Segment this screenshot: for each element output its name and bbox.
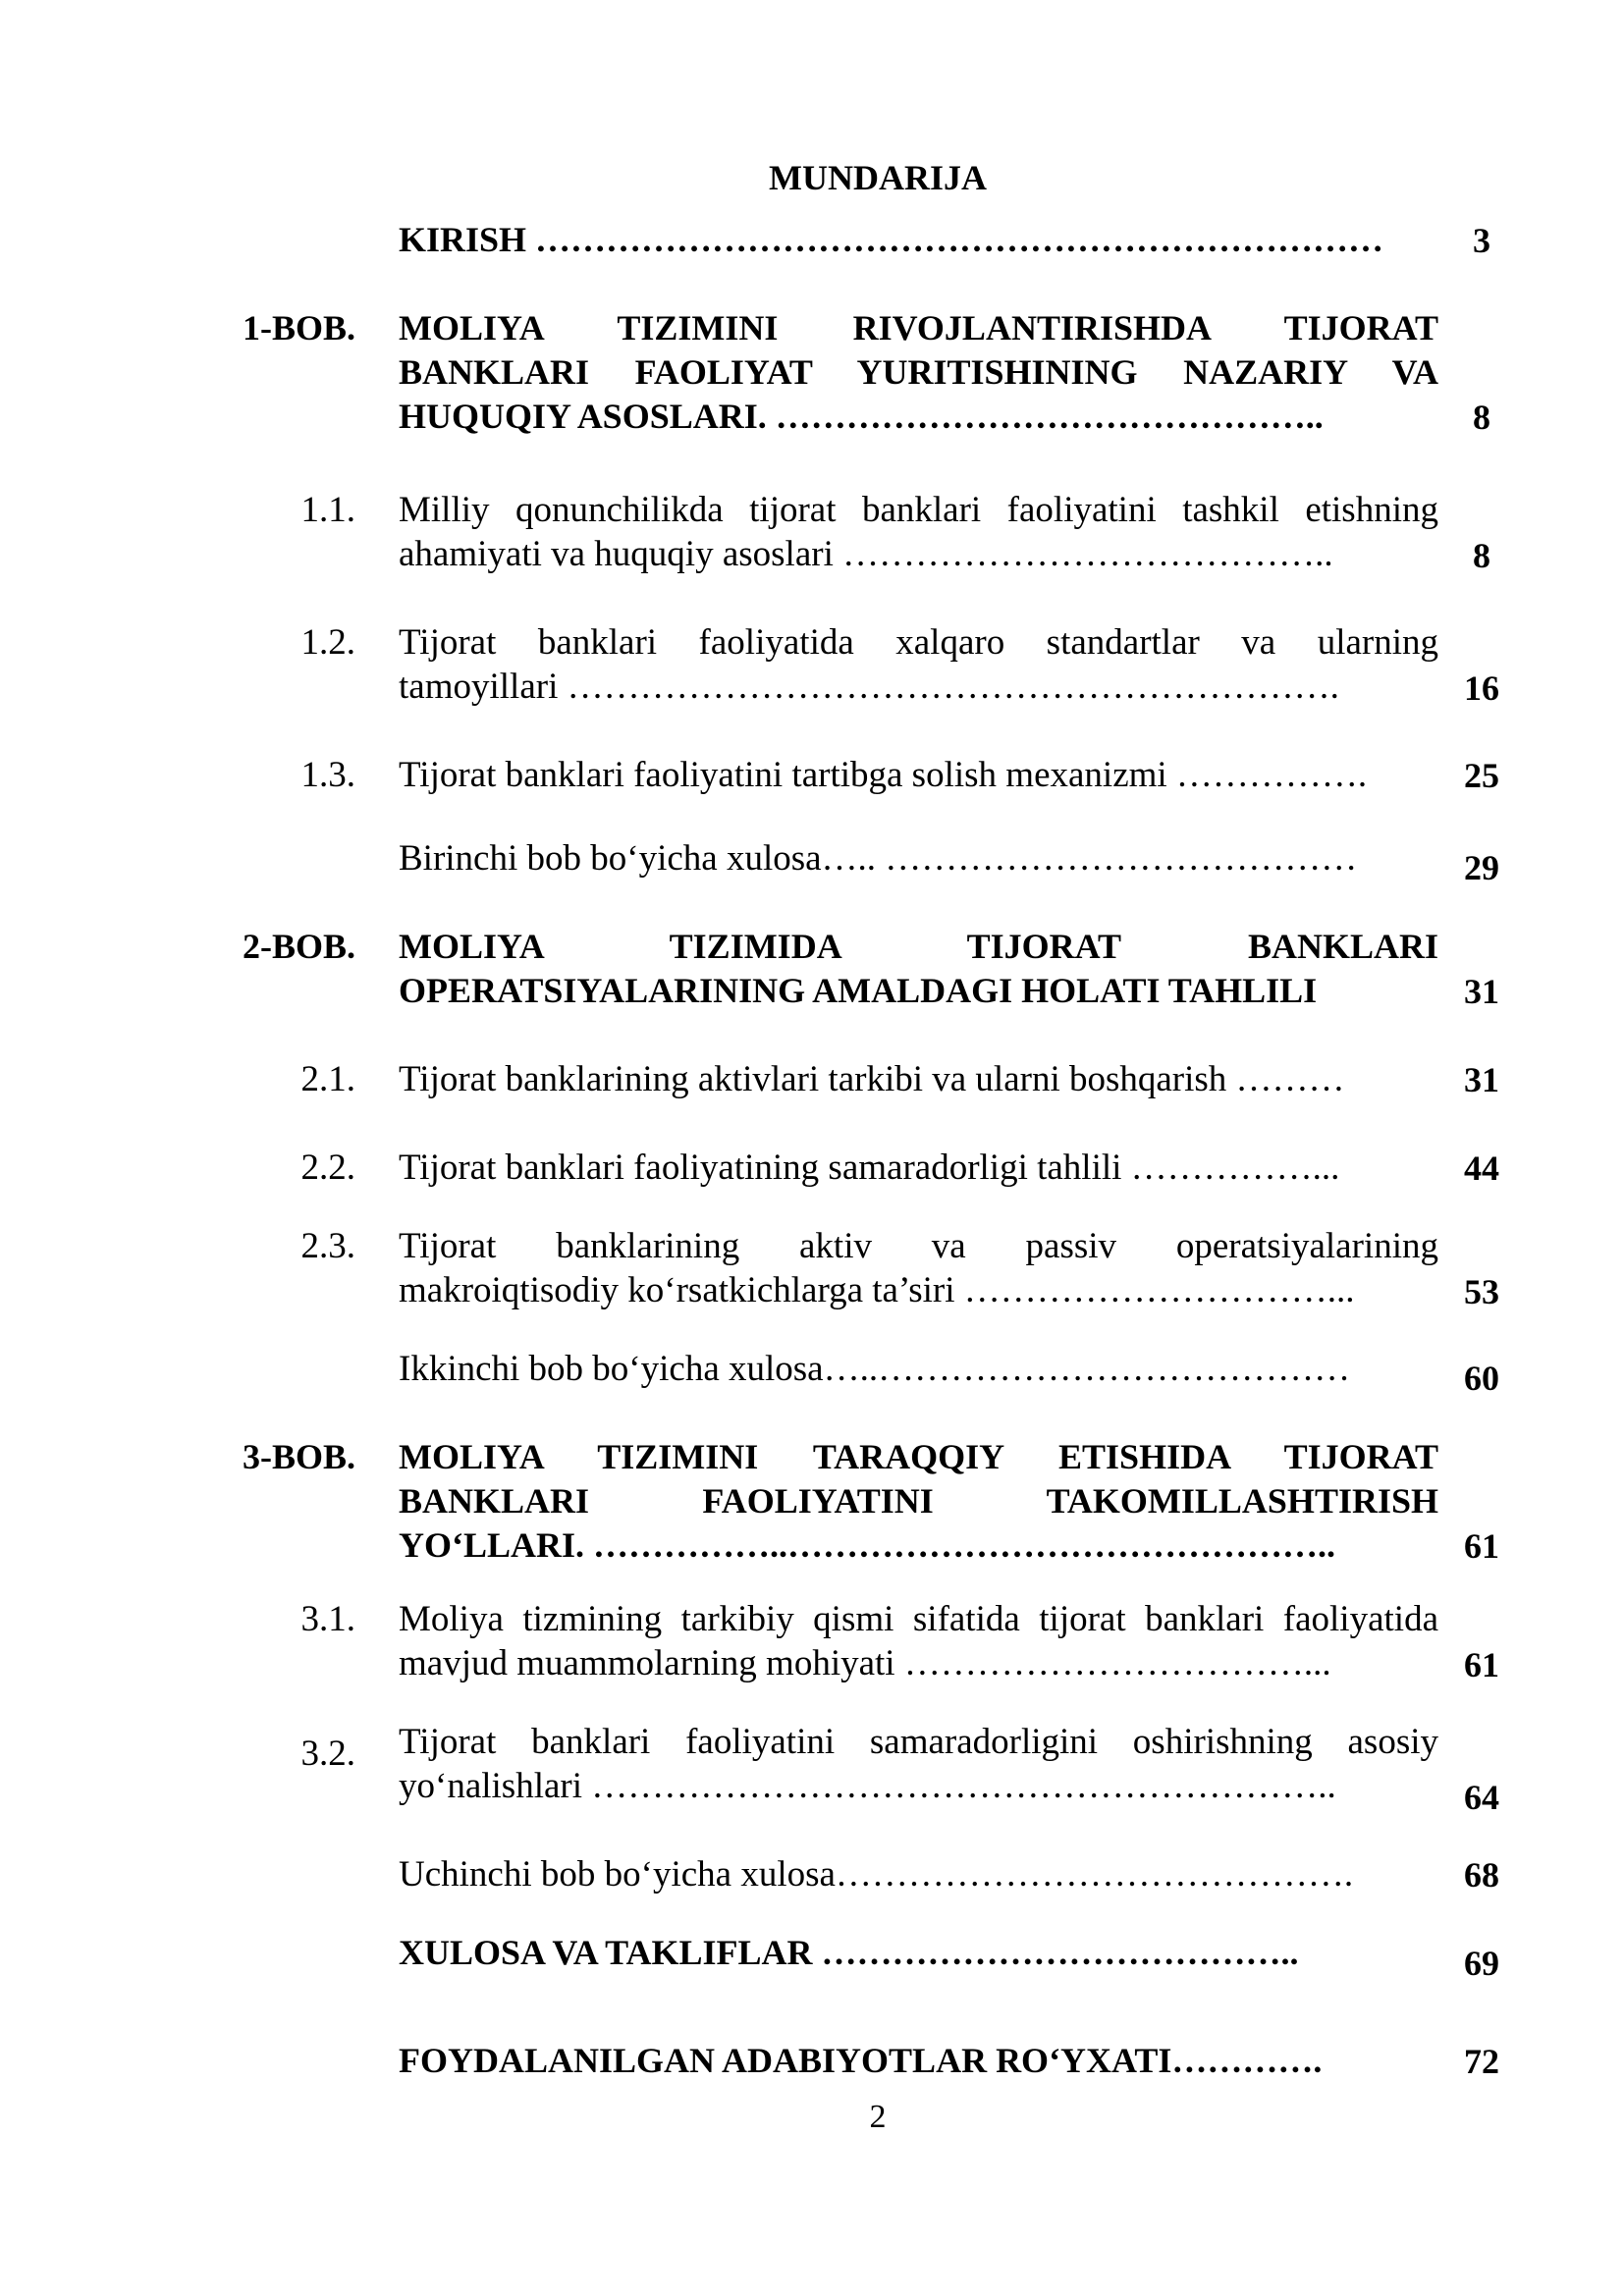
toc-entry-line: MOLIYA TIZIMINI RIVOJLANTIRISHDA TIJORAT	[399, 308, 1438, 347]
toc-page-number: 60	[1464, 1359, 1499, 1398]
toc-page-number: 25	[1464, 756, 1499, 795]
toc-entry-label: 1.3.	[300, 755, 355, 795]
toc-entry-line: tamoyillari ……………………………………………………….	[399, 667, 1339, 707]
toc-entry-label: 2.3.	[300, 1226, 355, 1266]
toc-page-number: 44	[1464, 1148, 1499, 1188]
toc-entry-line: BANKLARI FAOLIYATINI TAKOMILLASHTIRISH	[399, 1481, 1438, 1521]
toc-page-number: 29	[1464, 848, 1499, 887]
toc-entry-line: HUQUQIY ASOSLARI. ………………………………………..	[399, 397, 1324, 436]
toc-entry-text: KIRISH ………………………………………………………………	[399, 220, 1384, 259]
toc-entry-line: yo‘nalishlari ……………………………………………………..	[399, 1766, 1336, 1806]
toc-page-number: 8	[1473, 398, 1490, 437]
toc-page-number: 31	[1464, 1060, 1499, 1099]
toc-entry-line: MOLIYA TIZIMINI TARAQQIY ETISHIDA TIJORAT	[399, 1437, 1438, 1476]
toc-entry-label: 1.1.	[300, 490, 355, 530]
toc-entry-text: Tijorat banklari faoliyatini tartibga solish mexanizmi …………….	[399, 755, 1368, 795]
toc-entry-line: Milliy qonunchilikda tijorat banklari faoliyatini tashkil etishning	[399, 490, 1438, 530]
toc-entry-line: MOLIYA TIZIMIDA TIJORAT BANKLARI	[399, 927, 1438, 966]
toc-entry-text: Uchinchi bob bo‘yicha xulosa…………………………………….	[399, 1854, 1354, 1895]
toc-entry-text: Ikkinchi bob bo‘yicha xulosa…..…………………………………	[399, 1349, 1351, 1389]
toc-entry-label: 2-BOB.	[242, 927, 355, 966]
toc-entry-label: 2.1.	[300, 1059, 355, 1099]
toc-entry-label: 3.2.	[300, 1734, 355, 1774]
toc-page-number: 16	[1464, 668, 1499, 708]
toc-page-number: 61	[1464, 1645, 1499, 1684]
toc-entry-line: Moliya tizmining tarkibiy qismi sifatida tijorat banklari faoliyatida	[399, 1599, 1438, 1639]
toc-entry-line: mavjud muammolarning mohiyati ……………………………...	[399, 1643, 1331, 1683]
toc-entry-label: 3.1.	[300, 1599, 355, 1639]
toc-entry-line: Tijorat banklari faoliyatini samaradorligini oshirishning asosiy	[399, 1722, 1438, 1762]
toc-page-number: 3	[1473, 221, 1490, 260]
toc-entry-line: Tijorat banklarining aktiv va passiv operatsiyalarining	[399, 1226, 1438, 1266]
toc-page-number: 53	[1464, 1272, 1499, 1311]
toc-entry-text: FOYDALANILGAN ADABIYOTLAR RO‘YXATI………….	[399, 2041, 1323, 2080]
toc-page-number: 61	[1464, 1526, 1499, 1566]
toc-entry-line: Tijorat banklari faoliyatida xalqaro standartlar va ularning	[399, 622, 1438, 663]
toc-entry-line: makroiqtisodiy ko‘rsatkichlarga ta’siri …………………………...	[399, 1270, 1355, 1310]
toc-entry-text: Birinchi bob bo‘yicha xulosa….. …………………………………	[399, 838, 1358, 879]
toc-page-number: 64	[1464, 1778, 1499, 1817]
toc-page-number: 72	[1464, 2042, 1499, 2081]
toc-entry-text: Tijorat banklarining aktivlari tarkibi va ularni boshqarish ………	[399, 1059, 1345, 1099]
toc-entry-line: YO‘LLARI. ……………..………………………………………..	[399, 1525, 1336, 1565]
toc-entry-line: BANKLARI FAOLIYAT YURITISHINING NAZARIY VA	[399, 352, 1438, 392]
toc-entry-label: 1.2.	[300, 622, 355, 663]
toc-page-number: 68	[1464, 1855, 1499, 1895]
toc-page-number: 31	[1464, 972, 1499, 1011]
toc-entry-line: OPERATSIYALARINING AMALDAGI HOLATI TAHLILI	[399, 971, 1318, 1010]
toc-page-number: 8	[1473, 536, 1490, 575]
toc-entry-text: XULOSA VA TAKLIFLAR …………………………………..	[399, 1933, 1299, 1972]
toc-entry-text: Tijorat banklari faoliyatining samaradorligi tahlili ……………...	[399, 1148, 1340, 1188]
toc-entry-label: 2.2.	[300, 1148, 355, 1188]
toc-entry-label: 3-BOB.	[242, 1437, 355, 1476]
toc-title: MUNDARIJA	[769, 158, 987, 197]
toc-entry-line: ahamiyati va huquqiy asoslari …………………………………..	[399, 534, 1333, 574]
toc-entry-label: 1-BOB.	[242, 308, 355, 347]
toc-page-number: 69	[1464, 1944, 1499, 1983]
page-number: 2	[869, 2099, 887, 2135]
